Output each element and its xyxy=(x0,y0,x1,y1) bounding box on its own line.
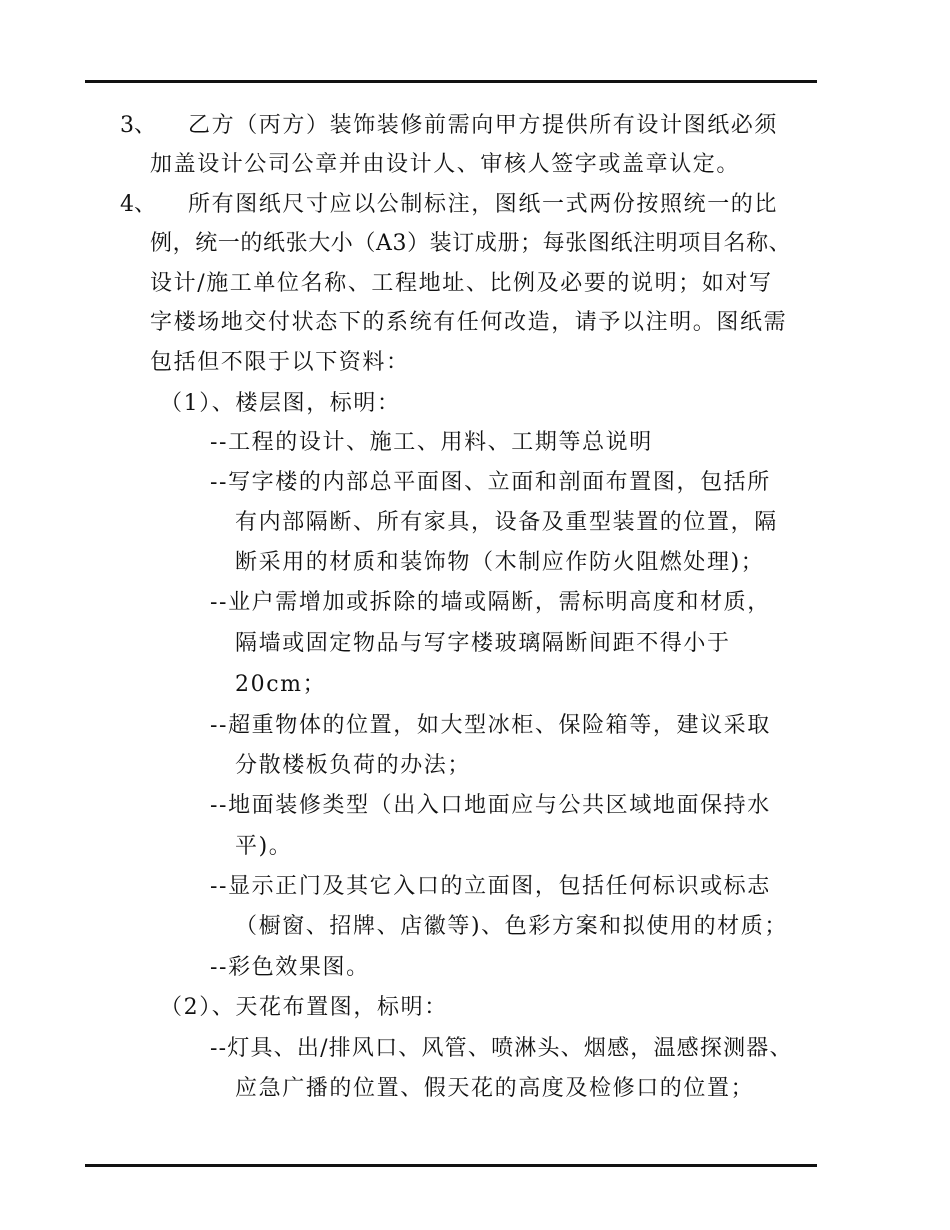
list-item-continuation: 20cm； xyxy=(235,672,327,697)
item-number: 4、 xyxy=(120,192,156,217)
list-item-continuation: （橱窗、招牌、店徽等)、色彩方案和拟使用的材质； xyxy=(235,914,788,939)
item-text-line: 例，统一的纸张大小（A3）装订成册；每张图纸注明项目名称、 xyxy=(150,231,792,256)
list-item-continuation: 隔墙或固定物品与写字楼玻璃隔断间距不得小于 xyxy=(235,631,731,656)
section-heading: （2）、天花布置图，标明： xyxy=(160,995,448,1020)
list-item-continuation: 有内部隔断、所有家具，设备及重型装置的位置，隔 xyxy=(235,510,778,535)
list-item-continuation: 断采用的材质和装饰物（木制应作防火阻燃处理)； xyxy=(235,550,765,575)
item-text-line: 包括但不限于以下资料： xyxy=(150,350,410,375)
footer-rule xyxy=(85,1164,817,1167)
list-item: --显示正门及其它入口的立面图，包括任何标识或标志 xyxy=(210,874,771,899)
list-item-continuation: 平)。 xyxy=(235,834,293,859)
item-text-line: 设计/施工单位名称、工程地址、比例及必要的说明；如对写 xyxy=(150,271,773,296)
list-item-continuation: 分散楼板负荷的办法； xyxy=(235,753,472,778)
header-rule xyxy=(85,80,817,83)
list-item: --地面装修类型（出入口地面应与公共区域地面保持水 xyxy=(210,793,771,818)
item-text-line: 乙方（丙方）装饰装修前需向甲方提供所有设计图纸必须 xyxy=(188,113,779,138)
list-item: --工程的设计、施工、用料、工期等总说明 xyxy=(210,430,653,455)
item-text-line: 加盖设计公司公章并由设计人、审核人签字或盖章认定。 xyxy=(150,152,741,177)
item-text-line: 所有图纸尺寸应以公制标注，图纸一式两份按照统一的比 xyxy=(188,192,779,217)
item-text-line: 字楼场地交付状态下的系统有任何改造，请予以注明。图纸需 xyxy=(150,310,788,335)
list-item: --超重物体的位置，如大型冰柜、保险箱等，建议采取 xyxy=(210,713,771,738)
list-item: --灯具、出/排风口、风管、喷淋头、烟感，温感探测器、 xyxy=(210,1036,793,1061)
list-item: --写字楼的内部总平面图、立面和剖面布置图，包括所 xyxy=(210,470,771,495)
item-number: 3、 xyxy=(120,113,156,138)
section-heading: （1）、楼层图，标明： xyxy=(160,391,401,416)
list-item: --彩色效果图。 xyxy=(210,955,370,980)
list-item-continuation: 应急广播的位置、假天花的高度及检修口的位置； xyxy=(235,1076,755,1101)
list-item: --业户需增加或拆除的墙或隔断，需标明高度和材质， xyxy=(210,590,771,615)
